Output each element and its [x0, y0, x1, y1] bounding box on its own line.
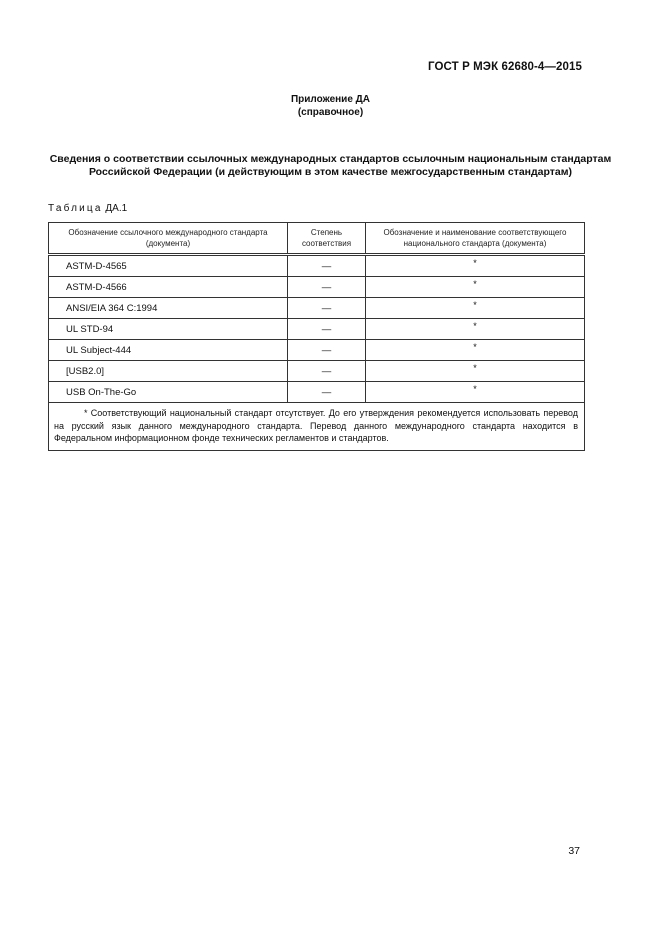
page-number: 37	[568, 845, 580, 857]
cell-national: *	[366, 298, 585, 319]
table-label	[48, 203, 127, 214]
column-header-degree: Степень соответствия	[288, 223, 366, 255]
table-row	[49, 298, 585, 319]
cell-national: *	[366, 277, 585, 298]
cell-standard: UL STD-94	[49, 319, 288, 340]
cell-national: *	[366, 361, 585, 382]
table-row	[49, 340, 585, 361]
cell-degree: —	[288, 255, 366, 277]
table-label-number: ДА.1	[105, 203, 128, 214]
section-title: Сведения о соответствии ссылочных международных стандартов ссылочным национальным стандартам Российской Федерации (и действующим в этом качестве межгосударственным стандартам)	[49, 153, 612, 178]
table-row	[49, 255, 585, 277]
footnote-text: * Соответствующий национальный стандарт отсутствует. До его утверждения рекомендуется использовать перевод на русский язык данного международного стандарта. Перевод данного международного стандарта находится в Федеральном информационном фонде технических регламентов и стандартов.	[54, 408, 578, 443]
cell-degree: —	[288, 319, 366, 340]
standard-code-header: ГОСТ Р МЭК 62680-4—2015	[428, 61, 582, 73]
column-header-international-standard: Обозначение ссылочного международного стандарта (документа)	[49, 223, 288, 255]
annex-title: Приложение ДА	[290, 94, 371, 105]
cell-national: *	[366, 255, 585, 277]
cell-standard: [USB2.0]	[49, 361, 288, 382]
table-row	[49, 277, 585, 298]
table-footnote-row	[49, 403, 585, 451]
table-row	[49, 382, 585, 403]
cell-degree: —	[288, 361, 366, 382]
cell-standard: ANSI/EIA 364 C:1994	[49, 298, 288, 319]
cell-standard: USB On-The-Go	[49, 382, 288, 403]
cell-national: *	[366, 319, 585, 340]
cell-degree: —	[288, 340, 366, 361]
cell-standard: ASTM-D-4565	[49, 255, 288, 277]
table-label-prefix: Таблица	[48, 203, 103, 214]
table-footnote	[49, 403, 585, 451]
annex-heading	[0, 93, 661, 119]
cell-degree: —	[288, 277, 366, 298]
cell-national: *	[366, 340, 585, 361]
cell-degree: —	[288, 382, 366, 403]
column-header-national-standard: Обозначение и наименование соответствующего национального стандарта (документа)	[366, 223, 585, 255]
table-row	[49, 319, 585, 340]
table-row	[49, 361, 585, 382]
cell-standard: UL Subject-444	[49, 340, 288, 361]
cell-national: *	[366, 382, 585, 403]
cell-standard: ASTM-D-4566	[49, 277, 288, 298]
annex-subtitle: (справочное)	[297, 107, 364, 118]
cell-degree: —	[288, 298, 366, 319]
table-header-row	[49, 223, 585, 255]
correspondence-table	[48, 222, 585, 451]
